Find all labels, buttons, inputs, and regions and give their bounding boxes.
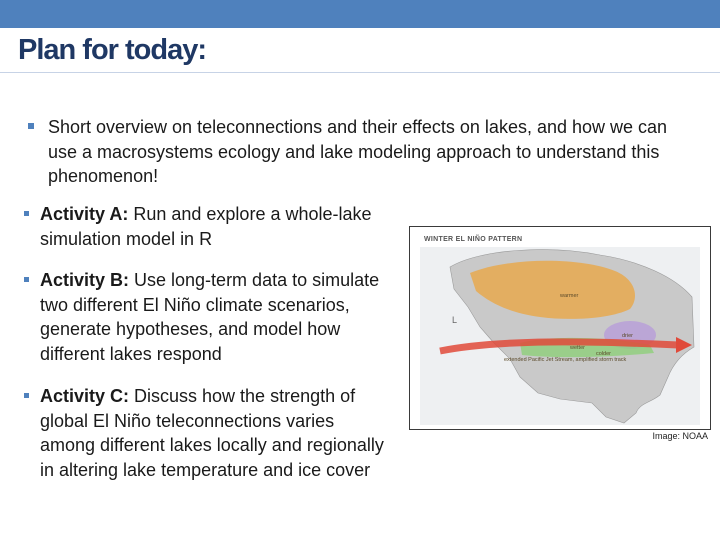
map-heading: WINTER EL NIÑO PATTERN xyxy=(424,236,523,243)
bullet-activity-b xyxy=(24,268,394,366)
drier-label: drier xyxy=(622,333,634,339)
bullet-overview xyxy=(28,115,668,189)
el-nino-map xyxy=(410,227,710,429)
low-pressure-label: L xyxy=(452,315,458,325)
bullet-marker xyxy=(24,211,29,216)
el-nino-map-figure xyxy=(409,226,711,430)
activity-b-label: Activity B: xyxy=(40,270,130,290)
activity-c-text: Discuss how the strength of global El Niño teleconnections varies among different lakes locally and regionally in altering lake temperature and ice cover xyxy=(40,386,384,480)
bullet-text: Short overview on teleconnections and their effects on lakes, and how we can use a macrosystems ecology and lake modeling approach to understand this phenomenon! xyxy=(48,117,668,186)
bullet-activity-a xyxy=(24,202,394,251)
colder-label: colder xyxy=(596,351,611,357)
bullet-marker xyxy=(24,277,29,282)
wetter-label: wetter xyxy=(570,345,585,351)
activity-b-text: Use long-term data to simulate two different El Niño climate scenarios, generate hypotheses, and model how different lakes respond xyxy=(40,270,380,364)
bullet-marker xyxy=(28,123,34,129)
image-credit: Image: NOAA xyxy=(652,431,708,441)
top-banner xyxy=(0,0,720,28)
activity-c-label: Activity C: xyxy=(40,386,130,406)
activity-a-label: Activity A: xyxy=(40,204,129,224)
bullet-marker xyxy=(24,393,29,398)
warmer-label: warmer xyxy=(560,293,579,299)
title-divider xyxy=(0,72,720,73)
activity-a-text: Run and explore a whole-lake simulation model in R xyxy=(40,204,372,249)
bullet-activity-c xyxy=(24,384,394,482)
jet-stream-label: extended Pacific Jet Stream, amplified storm track xyxy=(504,357,627,363)
slide-title: Plan for today: xyxy=(18,34,207,66)
